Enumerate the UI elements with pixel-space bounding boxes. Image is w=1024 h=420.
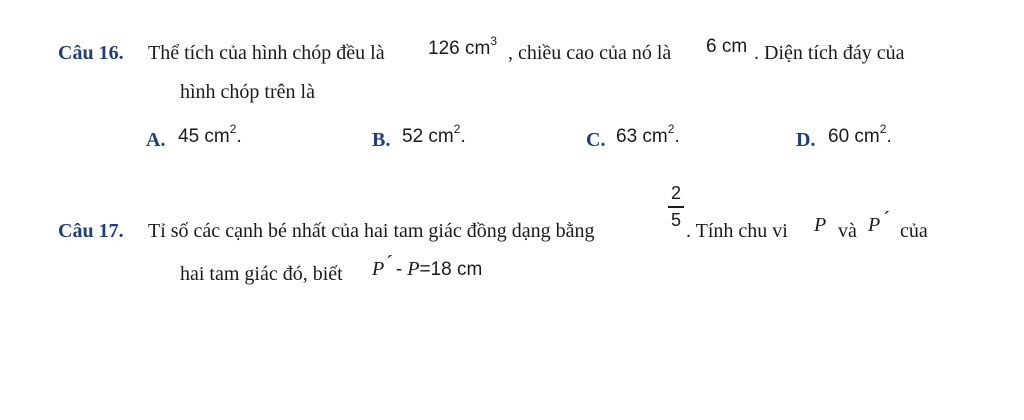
question-16-text-d: hình chóp trên là bbox=[180, 81, 315, 103]
question-16-text-b: , chiều cao của nó là bbox=[508, 42, 672, 64]
question-17-text-c: hai tam giác đó, biết bbox=[180, 263, 343, 285]
option-c-value: 63 $cm^2$. bbox=[616, 122, 680, 147]
question-16-text-a: Thể tích của hình chóp đều là bbox=[148, 42, 385, 64]
option-b-value: 52 $cm^2$. bbox=[402, 122, 466, 147]
question-17-text-va: và bbox=[838, 220, 857, 242]
condition-minus: - bbox=[395, 259, 403, 280]
condition-p: P bbox=[407, 258, 420, 280]
fraction-numerator: 2 bbox=[670, 183, 681, 203]
condition-equals: =18 cm bbox=[419, 259, 483, 280]
question-17-text-b: . Tính chu vi bbox=[686, 220, 788, 242]
ratio-fraction bbox=[668, 183, 684, 231]
option-c-label: C. bbox=[586, 129, 606, 151]
question-16-height: 6 cm bbox=[706, 36, 748, 57]
question-17-text-cua: của bbox=[900, 220, 928, 242]
perimeter-p-prime: P ´ bbox=[868, 208, 890, 236]
question-17-number: Câu 17. bbox=[58, 220, 124, 242]
fraction-bar bbox=[668, 206, 684, 208]
fraction-denominator: 5 bbox=[670, 209, 681, 230]
perimeter-p: P bbox=[814, 214, 827, 236]
option-a-value: 45 $cm^2$. bbox=[178, 122, 242, 147]
question-17-text-a: Tỉ số các cạnh bé nhất của hai tam giác đồng dạng bằng bbox=[148, 220, 595, 242]
option-a-label: A. bbox=[146, 129, 166, 151]
option-d-label: D. bbox=[796, 129, 816, 151]
condition-p-prime: P ´ bbox=[372, 252, 393, 280]
option-b-label: B. bbox=[372, 129, 391, 151]
option-d-value: 60 $cm^2$. bbox=[828, 122, 892, 147]
question-16-volume: 126 $cm^3$ bbox=[428, 34, 497, 59]
condition-formula bbox=[372, 252, 483, 281]
question-16-text-c: . Diện tích đáy của bbox=[754, 42, 905, 64]
question-16-number: Câu 16. bbox=[58, 42, 124, 64]
